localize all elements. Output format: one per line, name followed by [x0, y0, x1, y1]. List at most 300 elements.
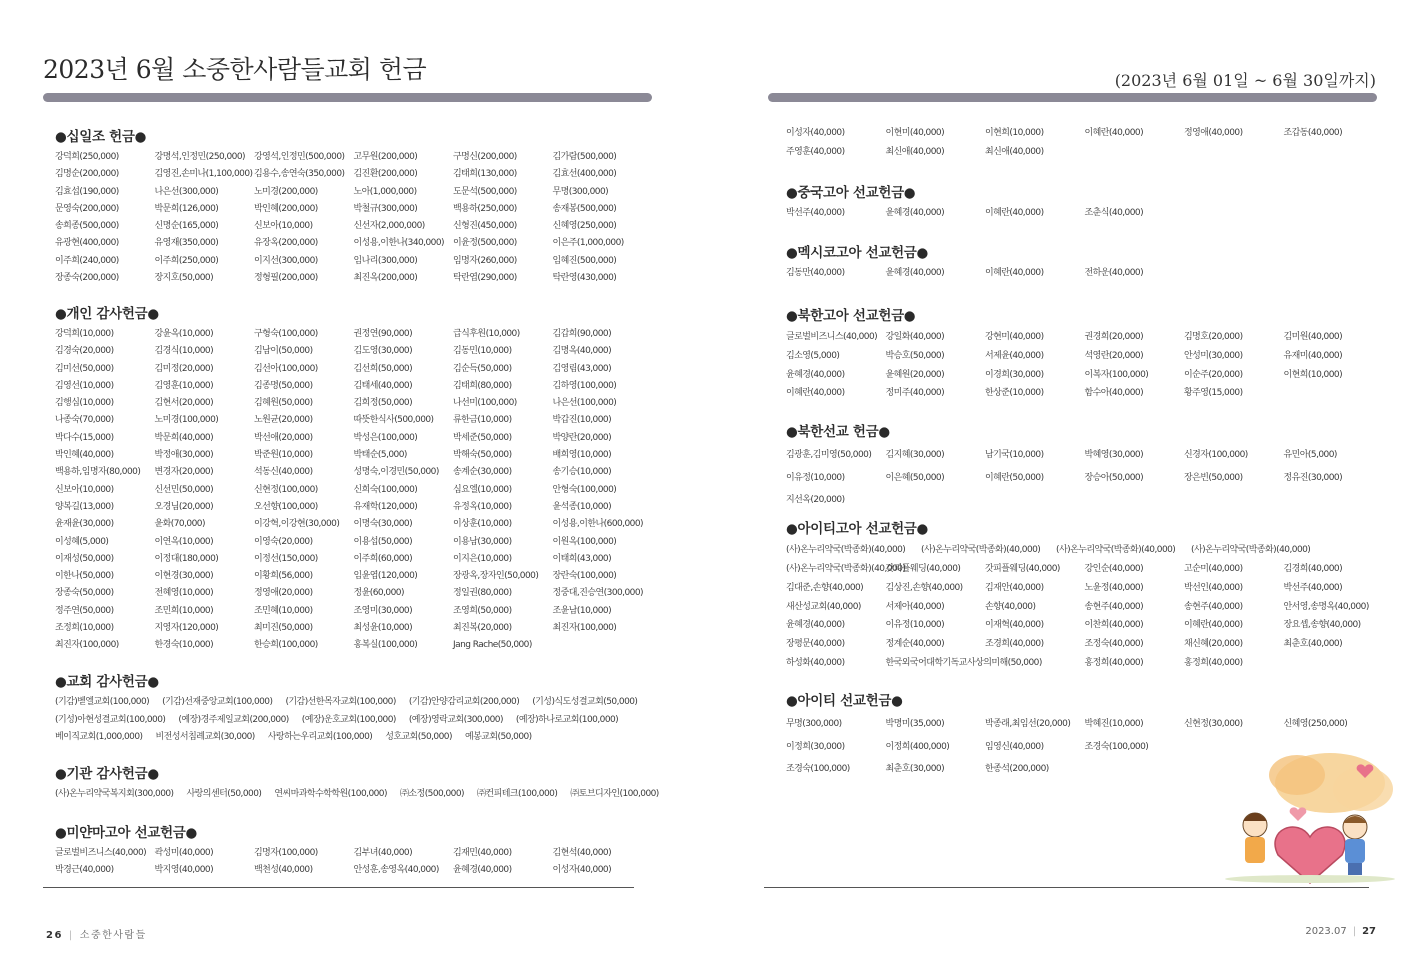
- donor-entry: 김용수,송연숙(350,000): [254, 169, 345, 180]
- donor-entry: 정미주(40,000): [885, 388, 945, 399]
- donor-entry: 유장옥(200,000): [254, 238, 318, 249]
- haiti-orphan-list-wide: [786, 541, 1383, 560]
- donor-entry: 조춘식(40,000): [1084, 208, 1144, 218]
- donor-entry: 송재봉(500,000): [552, 203, 617, 214]
- donor-entry: 탁란엽(290,000): [453, 273, 517, 284]
- donor-entry: 김대준,손향(40,000): [786, 582, 864, 593]
- institution-thanks-list: [55, 786, 672, 804]
- donor-entry: 한종석(200,000): [985, 764, 1049, 774]
- donor-entry: 신선민(50,000): [154, 484, 214, 495]
- section-title: ●교회 감사헌금●: [55, 674, 159, 690]
- donor-entry: 박종래,최임선(20,000): [985, 719, 1071, 729]
- donor-entry: (기감)선재중앙교회(100,000): [162, 697, 273, 707]
- title-divider-bar: [43, 93, 652, 102]
- donor-entry: 최진자(100,000): [55, 640, 119, 651]
- donor-entry: 김희정(50,000): [353, 398, 413, 409]
- donor-entry: 최춘호(30,000): [885, 764, 945, 774]
- donor-entry: (사)온누리약국(박종화)(40,000): [786, 545, 906, 555]
- donor-entry: 윤혜경(40,000): [453, 865, 512, 876]
- donor-entry: 신현정(100,000): [254, 484, 318, 495]
- section-title: ●기관 감사헌금●: [55, 766, 159, 782]
- donor-entry: 배희영(10,000): [552, 450, 612, 461]
- donor-entry: (사)온누리약국(박종화)(40,000): [921, 545, 1041, 555]
- donor-entry: 이순주(20,000): [1184, 369, 1243, 380]
- donor-entry: 장지호(50,000): [154, 273, 214, 284]
- church-thanks-section: [55, 670, 650, 747]
- donor-entry: 구명신(200,000): [453, 152, 517, 162]
- donor-entry: 최진옥(200,000): [353, 273, 418, 284]
- donor-entry: 노미경(200,000): [254, 186, 318, 197]
- donor-entry: 유민아(5,000): [1283, 450, 1337, 460]
- donor-entry: 이주희(240,000): [55, 255, 119, 266]
- section-title: ●중국고아 선교헌금●: [786, 185, 916, 201]
- donor-entry: 강영석,인정민(500,000): [254, 152, 345, 162]
- donor-entry: [985, 654, 1085, 673]
- donor-entry: 오경님(20,000): [154, 501, 214, 512]
- donor-entry: 성호교회(50,000): [385, 732, 452, 742]
- donor-entry: 이성혜(5,000): [55, 536, 109, 547]
- north-korea-mission-list: [786, 444, 1383, 512]
- donor-entry: 윤재윤(30,000): [55, 519, 114, 530]
- donor-entry: 이주희(250,000): [154, 255, 219, 266]
- donor-entry: 노원균(20,000): [254, 415, 313, 426]
- donor-entry: 석영란(20,000): [1084, 350, 1144, 361]
- donor-entry: 조정숙(40,000): [1084, 639, 1144, 650]
- donor-entry: 김동민(10,000): [453, 346, 512, 357]
- donor-entry: 조경숙(100,000): [786, 764, 850, 774]
- donor-entry: 박혜진(10,000): [1084, 719, 1144, 729]
- donor-entry: (예장)경주제일교회(200,000): [178, 714, 289, 725]
- donor-entry: 이경희(30,000): [985, 369, 1044, 380]
- myanmar-continued-list: [786, 124, 1383, 162]
- section-title: ●북한고아 선교헌금●: [786, 308, 916, 324]
- church-line: [55, 694, 650, 712]
- donor-entry: 윤혜원(20,000): [885, 369, 945, 380]
- donor-entry: 박혜영(30,000): [1084, 450, 1144, 460]
- donor-entry: 윤혜경(40,000): [885, 208, 945, 218]
- donor-entry: 고무원(200,000): [353, 152, 418, 162]
- donor-entry: 무명(300,000): [552, 186, 609, 197]
- donor-entry: 탁란영(430,000): [552, 273, 617, 284]
- donor-entry: 신경자(100,000): [1184, 450, 1248, 460]
- issue-date: 2023.07: [1305, 926, 1347, 937]
- donor-entry: 박인혜(40,000): [55, 450, 114, 461]
- donor-entry: 유재학(120,000): [353, 501, 418, 512]
- donor-entry: 김소영(5,000): [786, 350, 840, 361]
- church-line: [55, 729, 650, 747]
- donor-entry: 이혜란(40,000): [1184, 620, 1243, 631]
- donor-entry: 김동만(40,000): [786, 268, 845, 278]
- section-title: ●미얀마고아 선교헌금●: [55, 825, 198, 841]
- donor-entry: 조영희(50,000): [453, 605, 512, 616]
- donor-entry: 급식후원(10,000): [453, 329, 520, 339]
- donor-entry: 김종명(50,000): [254, 380, 313, 391]
- donor-entry: 박인혜(200,000): [254, 203, 318, 214]
- donor-entry: (사)온누리약국(박종화)(40,000): [1191, 545, 1311, 555]
- donor-entry: 임명자(260,000): [453, 255, 517, 266]
- donor-entry: 이태희(43,000): [552, 553, 612, 564]
- china-orphan-section: [786, 181, 1383, 222]
- donor-entry: 이명숙(30,000): [353, 519, 413, 530]
- donor-entry: 조갑동(40,000): [1283, 128, 1343, 138]
- north-korea-mission-section: [786, 420, 1383, 512]
- donor-entry: 박정애(30,000): [154, 450, 214, 461]
- donor-entry: 김명순(200,000): [55, 169, 119, 180]
- donor-entry: 정중대,진승연(300,000): [552, 588, 643, 599]
- donor-entry: 양복길(13,000): [55, 501, 114, 512]
- donor-entry: 이영숙(20,000): [254, 536, 313, 547]
- donor-entry: 이현경(30,000): [154, 571, 214, 582]
- donor-entry: 한상준(10,000): [985, 388, 1044, 399]
- donor-entry: 신형진(450,000): [453, 221, 517, 232]
- donor-entry: 도문석(500,000): [453, 186, 517, 197]
- donor-entry: 이성용,이한나(340,000): [353, 238, 444, 249]
- donor-entry: 고순미(40,000): [1184, 564, 1243, 574]
- donor-entry: 김명옥(40,000): [552, 346, 612, 357]
- donor-entry: 강덕희(10,000): [55, 329, 114, 339]
- north-korea-orphan-section: [786, 304, 1383, 403]
- donor-entry: 조윤남(10,000): [552, 605, 612, 616]
- donor-entry: 이혜란(40,000): [786, 388, 845, 399]
- donor-entry: 김선희(50,000): [353, 363, 413, 374]
- donor-entry: 신혜영(250,000): [552, 221, 617, 232]
- donor-entry: 지영자(120,000): [154, 623, 219, 634]
- donor-entry: 최춘호(40,000): [1283, 639, 1343, 650]
- donor-entry: 장광옥,장자인(50,000): [453, 571, 539, 582]
- donor-entry: 백천성(40,000): [254, 865, 313, 876]
- donor-entry: 최미진(50,000): [254, 623, 313, 634]
- donor-entry: 정계순(40,000): [885, 639, 945, 650]
- donor-entry: 박세준(50,000): [453, 432, 512, 443]
- donor-entry: (기감)벧엘교회(100,000): [55, 697, 150, 707]
- donor-entry: (사)온누리약국(박종화)(40,000): [786, 564, 906, 574]
- donor-entry: 홍복실(100,000): [353, 640, 418, 651]
- donor-entry: 석동신(40,000): [254, 467, 313, 478]
- donor-entry: 조경희(40,000): [985, 639, 1044, 650]
- donor-entry: 이용섭(50,000): [353, 536, 413, 547]
- donor-entry: 신선자(2,000,000): [353, 221, 425, 232]
- donor-entry: 김지혜(30,000): [885, 450, 945, 460]
- title-divider-bar: [768, 93, 1377, 102]
- donor-entry: 김선아(100,000): [254, 363, 318, 374]
- donor-entry: 김행심(10,000): [55, 398, 114, 409]
- donor-entry: 권정연(90,000): [353, 329, 413, 339]
- donor-entry: 조영미(30,000): [353, 605, 413, 616]
- donor-entry: 박문희(126,000): [154, 203, 219, 214]
- donor-entry: 전혜영(10,000): [154, 588, 214, 599]
- donor-entry: 신보아(10,000): [55, 484, 114, 495]
- donor-entry: 조민혜(10,000): [254, 605, 313, 616]
- donor-entry: 박선주(40,000): [786, 208, 845, 218]
- donor-entry: (기감)안양감리교회(200,000): [408, 697, 520, 707]
- children-heart-illustration: [1215, 745, 1405, 885]
- donor-entry: 이상훈(10,000): [453, 519, 512, 530]
- donor-entry: 김명자(100,000): [254, 848, 318, 858]
- donor-entry: 이혜란(50,000): [985, 472, 1044, 483]
- donor-entry: 김영진,손미나(1,100,000): [154, 169, 253, 180]
- donor-entry: (기성)식도성결교회(50,000): [532, 697, 638, 707]
- donor-entry: 서제아(40,000): [885, 601, 945, 612]
- donor-entry: 정주연(50,000): [55, 605, 114, 616]
- donor-entry: 이정희(30,000): [786, 741, 845, 752]
- donor-entry: 이성자(40,000): [552, 865, 612, 876]
- donor-entry: 김미정(20,000): [154, 363, 214, 374]
- donor-entry: 송기승(10,000): [552, 467, 612, 478]
- donor-entry: 박문희(40,000): [154, 432, 214, 443]
- donor-entry: 박경근(40,000): [55, 865, 114, 876]
- donor-entry: 김재안(40,000): [985, 582, 1044, 593]
- donor-entry: 노윤정(40,000): [1084, 582, 1144, 593]
- donor-entry: 김진환(200,000): [353, 169, 418, 180]
- donor-entry: 안성훈,송영옥(40,000): [353, 865, 439, 876]
- donor-entry: 채신혜(20,000): [1184, 639, 1243, 650]
- donor-entry: 유영재(350,000): [154, 238, 219, 249]
- donor-entry: 이원옥(100,000): [552, 536, 617, 547]
- donor-entry: 이현미(40,000): [885, 128, 945, 138]
- donor-entry: ㈜컨피테크(100,000): [476, 789, 558, 799]
- donor-entry: 강덕희(250,000): [55, 152, 119, 162]
- donor-entry: 조민희(10,000): [154, 605, 214, 616]
- donor-entry: 윤혜경(40,000): [885, 268, 945, 278]
- donor-entry: 나종숙(70,000): [55, 415, 114, 426]
- mexico-orphan-section: [786, 241, 1383, 282]
- donor-entry: 예봉교회(50,000): [464, 732, 532, 742]
- donor-entry: 노아(1,000,000): [353, 186, 417, 197]
- donor-entry: 유정옥(10,000): [453, 501, 512, 512]
- donor-entry: 이윤정(500,000): [453, 238, 517, 249]
- donor-entry: 서제윤(40,000): [985, 350, 1044, 361]
- donor-entry: 박태순(5,000): [353, 450, 407, 461]
- donor-entry: 박성은(100,000): [353, 432, 418, 443]
- page-footer-right: 2023.07 | 27: [1305, 926, 1376, 937]
- donor-entry: 신희숙(100,000): [353, 484, 418, 495]
- donor-entry: 김도영(30,000): [353, 346, 413, 357]
- donor-entry: 김현서(20,000): [154, 398, 214, 409]
- donor-entry: 장요셉,송향(40,000): [1283, 620, 1361, 631]
- donor-entry: 성명숙,이경민(50,000): [353, 467, 439, 478]
- donor-entry: 안형숙(100,000): [552, 484, 617, 495]
- donor-entry: 박선주(40,000): [1283, 582, 1343, 593]
- donor-entry: 남기국(10,000): [985, 450, 1044, 460]
- donor-entry: 송계순(30,000): [453, 467, 512, 478]
- donor-entry: 박양란(20,000): [552, 432, 612, 443]
- page-number: 27: [1362, 926, 1376, 937]
- page-number: 26: [46, 930, 63, 941]
- donor-entry: 박해숙(50,000): [453, 450, 512, 461]
- donor-entry: 박갑진(10,000): [552, 415, 612, 426]
- section-title: ●개인 감사헌금●: [55, 306, 159, 322]
- donor-entry: 최신애(40,000): [885, 146, 945, 157]
- donor-entry: 나은선(300,000): [154, 186, 219, 197]
- donor-entry: 장승아(50,000): [1084, 472, 1144, 483]
- donor-entry: 이유정(10,000): [885, 620, 945, 631]
- donor-entry: 김태희(80,000): [453, 380, 512, 391]
- donor-entry: 류한금(10,000): [453, 415, 512, 426]
- donor-entry: 박선애(20,000): [254, 432, 313, 443]
- donor-entry: Jang Rache(50,000): [453, 640, 532, 651]
- donor-entry: 박지영(40,000): [154, 865, 214, 876]
- donor-entry: 장은빈(50,000): [1184, 472, 1243, 483]
- donor-entry: 홍정희(40,000): [1084, 657, 1144, 668]
- haiti-orphan-section: [786, 517, 1383, 673]
- tithe-section: [55, 125, 652, 287]
- north-korea-orphan-list: [786, 328, 1383, 403]
- donor-entry: 구형숙(100,000): [254, 329, 318, 339]
- donor-entry: 이성자(40,000): [786, 128, 845, 138]
- donor-entry: 김현석(40,000): [552, 848, 612, 858]
- donor-entry: 정유진(30,000): [1283, 472, 1343, 483]
- section-title: ●아이티고아 선교헌금●: [786, 521, 929, 537]
- donor-entry: 권경희(20,000): [1084, 332, 1144, 342]
- personal-thanks-section: [55, 302, 652, 655]
- donor-entry: 이은주(1,000,000): [552, 238, 624, 249]
- donor-entry: 김태희(130,000): [453, 169, 517, 180]
- donor-entry: 백용하(250,000): [453, 203, 517, 214]
- section-title: ●멕시코고아 선교헌금●: [786, 245, 929, 261]
- donor-entry: 유재미(40,000): [1283, 350, 1343, 361]
- donor-entry: 유광현(400,000): [55, 238, 119, 249]
- donor-entry: 사랑의센터(50,000): [186, 789, 262, 799]
- donor-entry: 최신애(40,000): [985, 146, 1044, 157]
- donor-entry: 박선인(40,000): [1184, 582, 1243, 593]
- donor-entry: ㈜소정(500,000): [399, 789, 464, 799]
- donor-entry: 최성윤(10,000): [353, 623, 413, 634]
- china-orphan-list: [786, 205, 1383, 222]
- donor-entry: 이혜란(40,000): [985, 268, 1044, 278]
- myanmar-orphan-list: [55, 845, 652, 880]
- donor-entry: 이용남(30,000): [453, 536, 512, 547]
- donor-entry: 비전성서침례교회(30,000): [155, 732, 255, 742]
- donor-entry: 사랑하는우리교회(100,000): [267, 732, 373, 742]
- donor-entry: 연씨마과학수학학원(100,000): [274, 789, 387, 799]
- mexico-orphan-list: [786, 265, 1383, 282]
- donor-entry: 백용하,임명자(80,000): [55, 467, 141, 478]
- donor-entry: 김경식(10,000): [154, 346, 214, 357]
- donor-entry: 이은혜(50,000): [885, 472, 945, 483]
- donor-entry: 무명(300,000): [786, 719, 842, 729]
- donor-entry: 조경숙(100,000): [1084, 741, 1149, 752]
- right-page: [710, 0, 1421, 975]
- church-line: [55, 712, 650, 730]
- donor-entry: 강현미(40,000): [985, 332, 1044, 342]
- donor-entry: ㈜토브디자인(100,000): [570, 789, 659, 799]
- donor-entry: 갓피플웨딩(40,000): [885, 564, 961, 574]
- donor-entry: 정영애(20,000): [254, 588, 313, 599]
- donor-entry: 신보아(10,000): [254, 221, 313, 232]
- donor-entry: 이지은(10,000): [453, 553, 512, 564]
- donor-entry: 이혜란(40,000): [1084, 128, 1144, 138]
- donor-entry: 박준원(10,000): [254, 450, 313, 461]
- donor-entry: (예장)영락교회(300,000): [408, 714, 503, 725]
- donor-entry: 한경숙(10,000): [154, 640, 214, 651]
- donor-entry: 김영훈(10,000): [154, 380, 214, 391]
- donor-entry: 이정선(150,000): [254, 553, 318, 564]
- donor-entry: 신명순(165,000): [154, 221, 219, 232]
- donor-entry: (기성)아현성결교회(100,000): [55, 714, 166, 725]
- donor-entry: 이지선(300,000): [254, 255, 318, 266]
- tithe-list: [55, 149, 652, 287]
- donor-entry: 이황희(56,000): [254, 571, 313, 582]
- donor-entry: 윤화(70,000): [154, 519, 205, 530]
- donor-entry: 이현희(10,000): [985, 128, 1044, 138]
- donor-entry: 글로벌비즈니스(40,000): [55, 848, 147, 858]
- donor-entry: 이찬희(40,000): [1084, 620, 1144, 631]
- donor-entry: (사)온누리약국복지회(300,000): [55, 789, 174, 799]
- donor-entry: 장종숙(200,000): [55, 273, 119, 284]
- donor-entry: 박다수(15,000): [55, 432, 114, 443]
- donor-entry: 임영신(40,000): [985, 741, 1044, 752]
- donor-entry: 노미경(100,000): [154, 415, 219, 426]
- donor-entry: 김경숙(20,000): [55, 346, 114, 357]
- donor-entry: 이재혁(40,000): [985, 620, 1044, 631]
- donor-entry: 이한나(50,000): [55, 571, 114, 582]
- donor-entry: 이연옥(10,000): [154, 536, 214, 547]
- donor-entry: 글로벌비즈니스(40,000): [786, 332, 878, 342]
- donor-entry: 갓피플웨딩(40,000): [985, 564, 1060, 574]
- donor-entry: 이혜란(40,000): [985, 208, 1044, 218]
- donor-entry: 황주영(15,000): [1184, 388, 1243, 399]
- donor-entry: 윤혜경(40,000): [786, 369, 845, 380]
- donor-entry: 김영선(10,000): [55, 380, 114, 391]
- donor-entry: 김효섭(190,000): [55, 186, 119, 197]
- donor-entry: 강일화(40,000): [885, 332, 945, 342]
- donor-entry: 조정희(10,000): [55, 623, 114, 634]
- donor-entry: 김재민(40,000): [453, 848, 512, 858]
- donor-entry: 이복자(100,000): [1084, 369, 1149, 380]
- donor-entry: 곽성미(40,000): [154, 848, 214, 858]
- donor-entry: 장란숙(100,000): [552, 571, 617, 582]
- donor-entry: 함수아(40,000): [1084, 388, 1144, 399]
- donor-entry: 김미선(50,000): [55, 363, 114, 374]
- donor-entry: 임윤엽(120,000): [353, 571, 418, 582]
- left-page: [0, 0, 700, 975]
- donor-entry: 김태세(40,000): [353, 380, 413, 391]
- donor-entry: 임혜진(500,000): [552, 255, 617, 266]
- bottom-divider: [764, 887, 1369, 888]
- donor-entry: 윤혜경(40,000): [786, 620, 845, 631]
- donor-entry: 김영림(43,000): [552, 363, 612, 374]
- donor-entry: 임나리(300,000): [353, 255, 418, 266]
- donor-entry: 박철규(300,000): [353, 203, 418, 214]
- donor-entry: (예장)하나로교회(100,000): [515, 714, 619, 725]
- donor-entry: 이주희(60,000): [353, 553, 413, 564]
- donor-entry: 이성용,이한나(600,000): [552, 519, 643, 530]
- donor-entry: 정일권(80,000): [453, 588, 512, 599]
- donor-entry: 강인순(40,000): [1084, 564, 1144, 574]
- donor-entry: 김갑희(90,000): [552, 329, 612, 339]
- donor-entry: 나선미(100,000): [453, 398, 517, 409]
- section-title: ●아이티 선교헌금●: [786, 693, 903, 709]
- donor-entry: 따뜻한식사(500,000): [353, 415, 434, 426]
- church-thanks-list: [55, 694, 650, 747]
- donor-entry: 송현주(40,000): [1084, 601, 1144, 612]
- donor-entry: 최진자(100,000): [552, 623, 617, 634]
- donor-entry: 송현주(40,000): [1184, 601, 1243, 612]
- donor-entry: 김명호(20,000): [1184, 332, 1243, 342]
- donor-entry: 홍정희(40,000): [1184, 657, 1243, 668]
- donor-entry: 최진복(20,000): [453, 623, 512, 634]
- institution-thanks-section: [55, 762, 672, 804]
- donor-entry: 신현정(30,000): [1184, 719, 1243, 729]
- donor-entry: 정영애(40,000): [1184, 128, 1243, 138]
- donor-entry: 이정희(400,000): [885, 741, 950, 752]
- donor-entry: 전하운(40,000): [1084, 268, 1144, 278]
- donor-entry: 이정대(180,000): [154, 553, 219, 564]
- donor-entry: (사)온누리약국(박종화)(40,000): [1056, 545, 1176, 555]
- donor-entry: 신혜영(250,000): [1283, 719, 1348, 729]
- bottom-divider: [43, 887, 634, 888]
- myanmar-orphan-section: [55, 821, 652, 880]
